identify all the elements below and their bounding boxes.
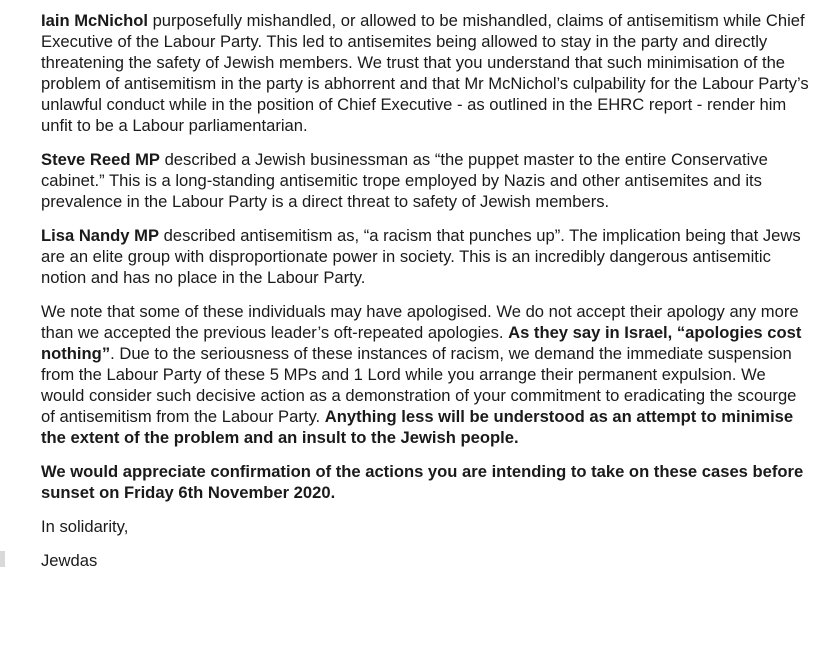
page-edge-mark: [0, 551, 5, 567]
paragraph-confirmation: [41, 461, 811, 503]
paragraph-text: described antisemitism as, “a racism that punches up”. The implication being that Jews are an elite group with disproportionate power in society. This is an incredibly dangerous antisemitic notion and has no place in the Labour Party.: [41, 226, 801, 287]
name-iain-mcnichol: Iain McNichol: [41, 11, 148, 30]
paragraph-nandy: [41, 225, 811, 288]
paragraph-text: We note that some of these individuals may have apologised. We do not accept their apology any more than we accepted the previous leader’s oft-repeated apologies.: [41, 302, 799, 342]
name-lisa-nandy: Lisa Nandy MP: [41, 226, 160, 245]
letter-body: [41, 10, 811, 584]
paragraph-mcnichol: [41, 10, 811, 136]
emphasis-apologies-cost-nothing: As they say in Israel, “apologies cost nothing”: [41, 323, 802, 363]
paragraph-text: . Due to the seriousness of these instances of racism, we demand the immediate suspension from the Labour Party of these 5 MPs and 1 Lord while you arrange their permanent expulsion. We would consider such decisive action as a demonstration of your commitment to eradicating the scourge of antisemitism from the Labour Party.: [41, 344, 797, 426]
confirmation-request: We would appreciate confirmation of the actions you are intending to take on these cases before sunset on Friday 6th November 2020.: [41, 462, 804, 502]
signature-text: Jewdas: [41, 551, 98, 570]
paragraph-text: purposefully mishandled, or allowed to be mishandled, claims of antisemitism while Chief Executive of the Labour Party. This led to antisemites being allowed to stay in the party and directly threatening the safety of Jewish members. We trust that you understand that such minimisation of the problem of antisemitism in the party is abhorrent and that Mr McNichol’s culpability for the Labour Party’s unlawful conduct while in the position of Chief Executive - as outlined in the EHRC report - render him unfit to be a Labour parliamentarian.: [41, 11, 809, 135]
signature: [41, 550, 811, 571]
paragraph-text: described a Jewish businessman as “the puppet master to the entire Conservative cabinet.” This is a long-standing antisemitic trope employed by Nazis and other antisemites and its prevalence in the Labour Party is a direct threat to safety of Jewish members.: [41, 150, 768, 211]
paragraph-reed: [41, 149, 811, 212]
sign-off-text: In solidarity,: [41, 517, 129, 536]
emphasis-anything-less: Anything less will be understood as an attempt to minimise the extent of the problem and an insult to the Jewish people.: [41, 407, 794, 447]
sign-off: [41, 516, 811, 537]
name-steve-reed: Steve Reed MP: [41, 150, 160, 169]
paragraph-apologies: [41, 301, 811, 448]
